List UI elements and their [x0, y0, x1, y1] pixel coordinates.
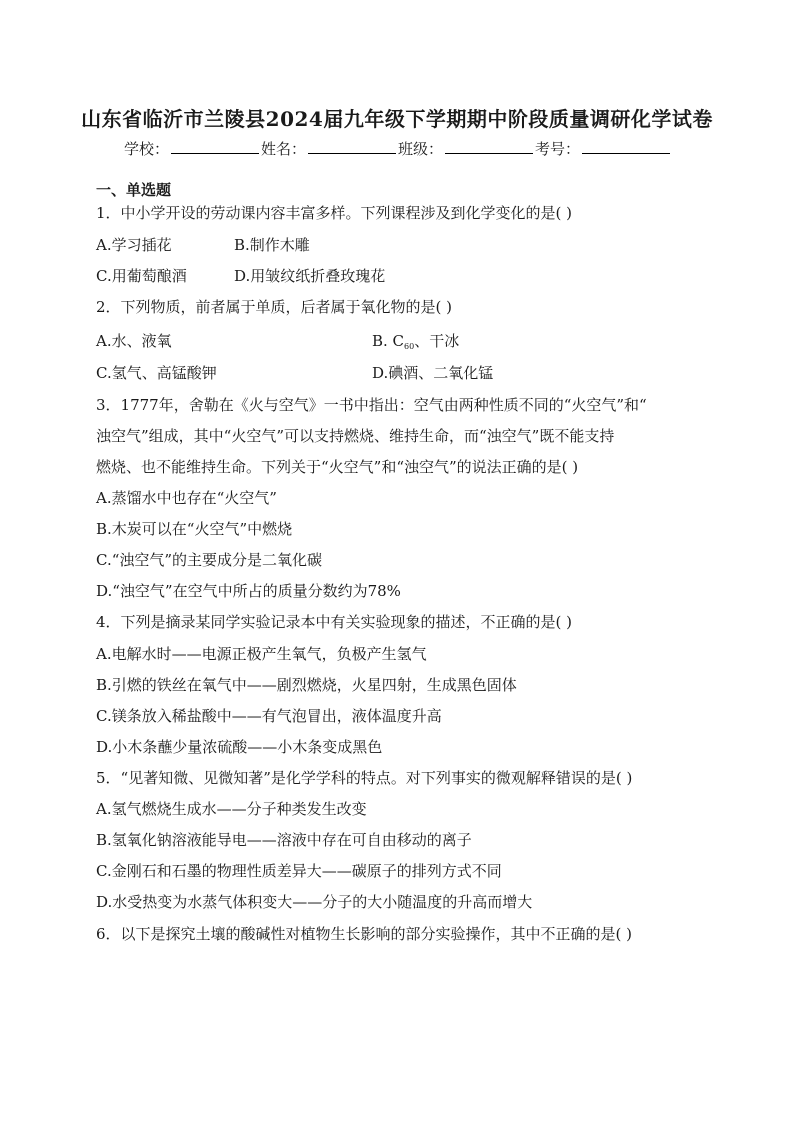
q1-option-a: A.学习插花	[96, 236, 172, 254]
number-blank[interactable]	[582, 137, 670, 154]
q2-option-a: A.水、液氧	[96, 332, 172, 350]
q2-option-b-prefix: B. C	[372, 332, 405, 350]
school-label: 学校：	[124, 140, 170, 158]
q3-stem-line3: 燃烧、也不能维持生命。下列关于“火空气”和“浊空气”的说法正确的是( )	[96, 458, 579, 476]
student-info-row	[124, 137, 672, 159]
q2-option-c: C.氢气、高锰酸钾	[96, 364, 217, 382]
name-label: 姓名：	[261, 140, 307, 158]
q3-stem-line1: 3．1777年，舍勒在《火与空气》一书中指出：空气由两种性质不同的“火空气”和“	[96, 396, 647, 414]
exam-title: 山东省临沂市兰陵县2024届九年级下学期期中阶段质量调研化学试卷	[81, 107, 713, 131]
number-label: 考号：	[535, 140, 581, 158]
q3-option-d: D.“浊空气”在空气中所占的质量分数约为78%	[96, 582, 401, 600]
q2-option-b-suffix: 、干冰	[414, 332, 460, 350]
name-blank[interactable]	[308, 137, 396, 154]
q6-stem: 6．以下是探究土壤的酸碱性对植物生长影响的部分实验操作，其中不正确的是( )	[96, 925, 633, 943]
q1-stem: 1．中小学开设的劳动课内容丰富多样。下列课程涉及到化学变化的是( )	[96, 204, 573, 222]
q2-option-b-subscript: 60	[404, 342, 415, 351]
q5-option-a: A.氢气燃烧生成水——分子种类发生改变	[96, 800, 367, 818]
q4-option-a: A.电解水时——电源正极产生氧气，负极产生氢气	[96, 645, 427, 663]
school-blank[interactable]	[171, 137, 259, 154]
q4-option-b: B.引燃的铁丝在氧气中——剧烈燃烧，火星四射，生成黑色固体	[96, 676, 517, 694]
q4-option-c: C.镁条放入稀盐酸中——有气泡冒出，液体温度升高	[96, 707, 442, 725]
q2-stem: 2．下列物质，前者属于单质，后者属于氧化物的是( )	[96, 298, 453, 316]
q1-option-b: B.制作木雕	[234, 236, 310, 254]
q4-stem: 4．下列是摘录某同学实验记录本中有关实验现象的描述，不正确的是( )	[96, 613, 573, 631]
class-label: 班级：	[398, 140, 444, 158]
q3-option-b: B.木炭可以在“火空气”中燃烧	[96, 520, 293, 538]
q2-option-b	[372, 332, 459, 356]
q5-option-d: D.水受热变为水蒸气体积变大——分子的大小随温度的升高而增大	[96, 893, 533, 911]
q1-option-c: C.用葡萄酿酒	[96, 267, 187, 285]
q2-option-d: D.碘酒、二氧化锰	[372, 364, 494, 382]
q3-option-a: A.蒸馏水中也存在“火空气”	[96, 489, 277, 507]
q5-stem: 5．“见著知微、见微知著”是化学学科的特点。对下列事实的微观解释错误的是( )	[96, 769, 633, 787]
q4-option-d: D.小木条蘸少量浓硫酸——小木条变成黑色	[96, 738, 383, 756]
q5-option-b: B.氢氧化钠溶液能导电——溶液中存在可自由移动的离子	[96, 831, 472, 849]
class-blank[interactable]	[445, 137, 533, 154]
q5-option-c: C.金刚石和石墨的物理性质差异大——碳原子的排列方式不同	[96, 862, 502, 880]
q3-stem-line2: 浊空气”组成，其中“火空气”可以支持燃烧、维持生命，而“浊空气”既不能支持	[96, 427, 615, 445]
q3-option-c: C.“浊空气”的主要成分是二氧化碳	[96, 551, 323, 569]
section-heading: 一、单选题	[96, 181, 172, 199]
q1-option-d: D.用皱纹纸折叠玫瑰花	[234, 267, 386, 285]
